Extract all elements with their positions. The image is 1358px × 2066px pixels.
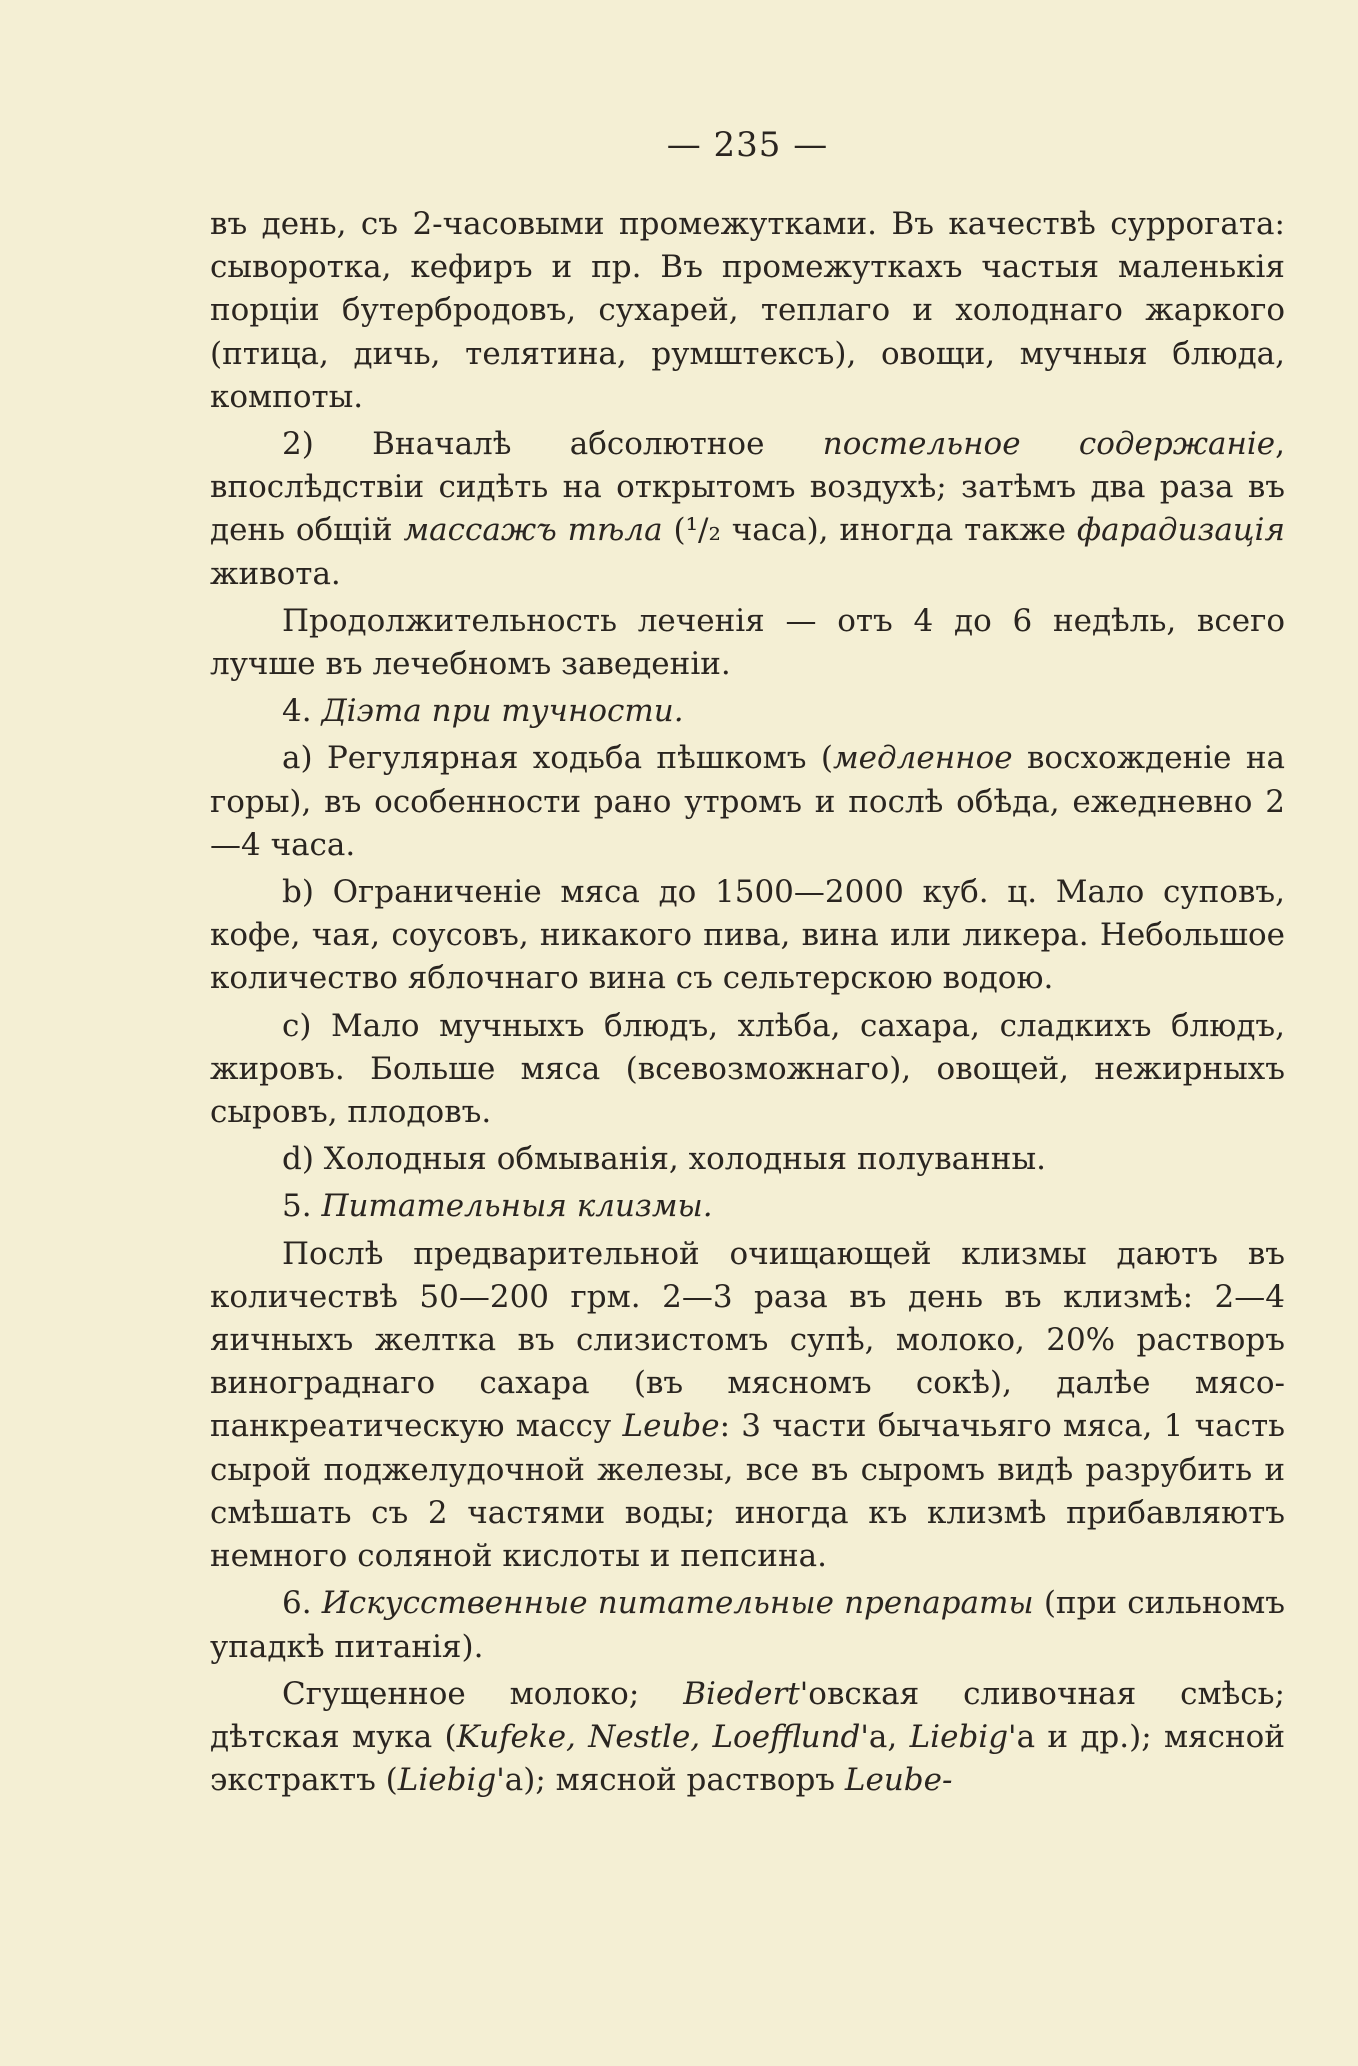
italic-term: Biedert <box>683 1675 800 1712</box>
text-run: Послѣ предварительной очищающей клизмы даютъ въ количествѣ 50—200 грм. 2—3 раза въ день въ клизмѣ: 2—4 яичныхъ желтка въ слизистомъ супѣ, молоко, 20% растворъ винограднаго сахара (въ мясномъ сокѣ), далѣе мясо-панкреатическую массу <box>210 1235 1285 1445</box>
italic-term: Liebig <box>397 1762 497 1799</box>
italic-term: массажъ тѣла <box>403 512 663 549</box>
italic-term: Питательныя клизмы. <box>321 1188 713 1225</box>
italic-term: Liebig <box>909 1718 1009 1755</box>
text-run: 'а и др.); мясной экстрактъ ( <box>210 1718 1285 1799</box>
body-text <box>210 203 1285 1802</box>
text-run: a) Регулярная ходьба пѣшкомъ ( <box>282 740 833 777</box>
text-run: 6. <box>282 1585 322 1622</box>
paragraph-p5 <box>210 737 1285 867</box>
text-run: , впослѣдствіи сидѣть на открытомъ воздухѣ; затѣмъ два раза въ день общій <box>210 426 1285 549</box>
paragraph-p4 <box>210 690 1285 733</box>
text-run: живота. <box>210 555 341 592</box>
paragraph-p1 <box>210 203 1285 419</box>
paragraph-p12 <box>210 1673 1285 1803</box>
paragraph-p6 <box>210 871 1285 1001</box>
paragraph-p10 <box>210 1233 1285 1579</box>
paragraph-p8 <box>210 1138 1285 1181</box>
text-run: 4. <box>282 693 322 730</box>
document-page <box>210 125 1285 2005</box>
italic-term: постельное содержаніе <box>822 426 1276 463</box>
italic-term: фарадизація <box>1076 512 1285 549</box>
text-run: b) Ограниченіе мяса до 1500—2000 куб. ц. Мало суповъ, кофе, чая, соусовъ, никакого пива, вина или ликера. Небольшое количество яблочнаго вина съ сельтерскою водою. <box>210 874 1285 997</box>
text-run: 'а, <box>860 1718 910 1755</box>
paragraph-p7 <box>210 1005 1285 1135</box>
text-run: Сгущенное молоко; <box>282 1675 684 1712</box>
paragraph-p11 <box>210 1582 1285 1668</box>
page-number: — 235 — <box>666 125 829 165</box>
text-run: восхожденіе на горы), въ особенности рано утромъ и послѣ обѣда, ежедневно 2—4 часа. <box>210 740 1285 863</box>
text-run: 2) Вначалѣ абсолютное <box>282 426 823 463</box>
text-run: въ день, съ 2-часовыми промежутками. Въ качествѣ суррогата: сыворотка, кефиръ и пр. Въ промежуткахъ частыя маленькія порціи бутербродовъ, сухарей, теплаго и холоднаго жаркого (птица, дичь, телятина, румштексъ), овощи, мучныя блюда, компоты. <box>210 206 1285 415</box>
text-run: d) Холодныя обмыванія, холодныя полуванны. <box>282 1141 1046 1178</box>
text-run: : 3 части бычачьяго мяса, 1 часть сырой поджелудочной железы, все въ сыромъ видѣ разрубить и смѣшать съ 2 частями воды; иногда къ клизмѣ прибавляютъ немного соляной кислоты и пепсина. <box>210 1408 1285 1575</box>
italic-term: Искусственные питательные препараты <box>321 1585 1034 1622</box>
text-run: (при сильномъ упадкѣ питанія). <box>210 1585 1285 1665</box>
italic-term: Діэта при тучности. <box>321 693 684 730</box>
italic-term: Leube- <box>844 1762 953 1799</box>
italic-term: Kufeke, Nestle, Loefflund <box>456 1718 861 1755</box>
paragraph-p2 <box>210 423 1285 596</box>
paragraph-p3 <box>210 600 1285 686</box>
text-run: (¹/₂ часа), иногда также <box>662 512 1077 549</box>
text-run: 'овская сливочная смѣсь; дѣтская мука ( <box>210 1675 1285 1755</box>
text-run: c) Мало мучныхъ блюдъ, хлѣба, сахара, сладкихъ блюдъ, жировъ. Больше мяса (всевозможнаго), овощей, нежирныхъ сыровъ, плодовъ. <box>210 1007 1285 1131</box>
text-run: 'а); мясной растворъ <box>496 1762 845 1799</box>
italic-term: Leube <box>622 1408 720 1445</box>
text-run: 5. <box>282 1188 322 1225</box>
paragraph-p9 <box>210 1185 1285 1228</box>
italic-term: медленное <box>832 740 1013 777</box>
text-run: Продолжительность леченія — отъ 4 до 6 недѣль, всего лучше въ лечебномъ заведеніи. <box>210 602 1285 683</box>
